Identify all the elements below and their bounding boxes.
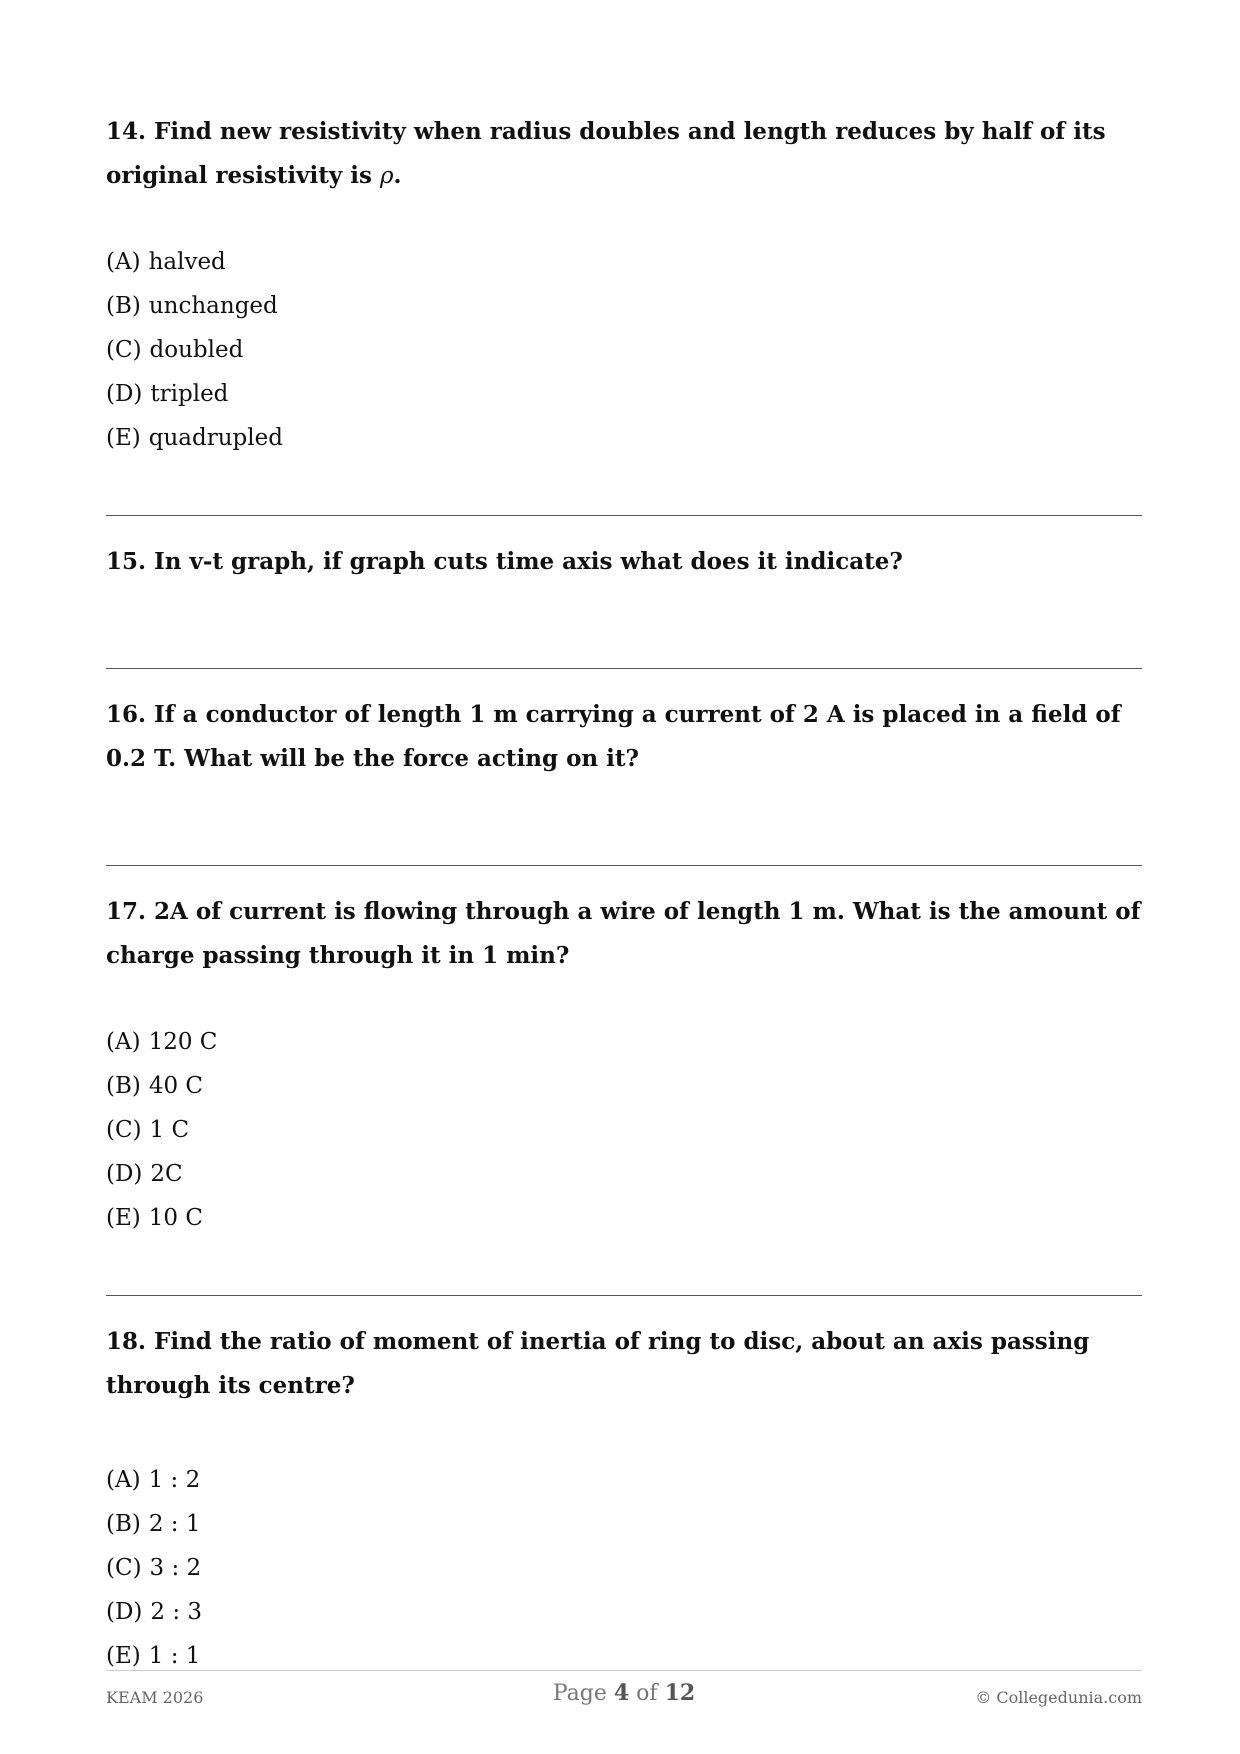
options-list xyxy=(106,1458,1142,1678)
divider xyxy=(106,865,1142,866)
option-e xyxy=(106,416,1142,460)
question-text xyxy=(106,110,1142,198)
question-number: 15. xyxy=(106,548,147,575)
option-key: (B) xyxy=(106,293,141,319)
options-list xyxy=(106,1020,1142,1240)
page-current: 4 xyxy=(613,1680,630,1706)
option-key: (D) xyxy=(106,381,143,407)
question-14 xyxy=(106,110,1142,460)
question-15 xyxy=(106,540,1142,584)
copyright: © Collegedunia.com xyxy=(975,1688,1142,1707)
exam-page xyxy=(106,0,1142,1754)
exam-name: KEAM 2026 xyxy=(106,1688,204,1707)
option-e xyxy=(106,1634,1142,1678)
question-body: If a conductor of length 1 m carrying a current of 2 A is placed in a field of 0.2 T. What will be the force acting on it? xyxy=(106,701,1121,772)
question-text xyxy=(106,693,1142,781)
option-text: 2C xyxy=(150,1161,183,1187)
option-key: (E) xyxy=(106,1643,141,1669)
option-key: (C) xyxy=(106,1117,142,1143)
option-c xyxy=(106,1108,1142,1152)
option-text: 1 : 1 xyxy=(148,1643,201,1669)
option-key: (D) xyxy=(106,1161,143,1187)
question-17 xyxy=(106,890,1142,1240)
option-key: (E) xyxy=(106,425,141,451)
option-a xyxy=(106,1458,1142,1502)
option-key: (B) xyxy=(106,1073,141,1099)
option-d xyxy=(106,372,1142,416)
option-text: 10 C xyxy=(148,1205,203,1231)
question-18 xyxy=(106,1320,1142,1678)
page-total: 12 xyxy=(664,1680,696,1706)
option-b xyxy=(106,1064,1142,1108)
option-text: unchanged xyxy=(148,293,278,319)
question-text xyxy=(106,540,1142,584)
divider xyxy=(106,515,1142,516)
option-key: (C) xyxy=(106,1555,142,1581)
page-prefix: Page xyxy=(552,1681,607,1706)
option-c xyxy=(106,1546,1142,1590)
option-key: (C) xyxy=(106,337,142,363)
question-body: Find new resistivity when radius doubles and length reduces by half of its original resistivity is xyxy=(106,118,1106,189)
option-c xyxy=(106,328,1142,372)
option-key: (E) xyxy=(106,1205,141,1231)
rho-symbol: ρ xyxy=(379,163,394,189)
option-d xyxy=(106,1590,1142,1634)
footer-divider xyxy=(106,1670,1142,1671)
option-text: 1 : 2 xyxy=(148,1467,201,1493)
page-footer xyxy=(106,1680,1142,1716)
question-number: 18. xyxy=(106,1328,147,1355)
option-key: (A) xyxy=(106,249,141,275)
option-d xyxy=(106,1152,1142,1196)
divider xyxy=(106,1295,1142,1296)
option-text: 1 C xyxy=(149,1117,190,1143)
option-b xyxy=(106,1502,1142,1546)
options-list xyxy=(106,240,1142,460)
option-key: (A) xyxy=(106,1467,141,1493)
option-key: (B) xyxy=(106,1511,141,1537)
question-body: Find the ratio of moment of inertia of ring to disc, about an axis passing through its centre? xyxy=(106,1328,1090,1399)
question-body: In v-t graph, if graph cuts time axis what does it indicate? xyxy=(154,548,903,575)
option-a xyxy=(106,240,1142,284)
option-key: (D) xyxy=(106,1599,143,1625)
option-text: 3 : 2 xyxy=(149,1555,202,1581)
option-text: 2 : 1 xyxy=(148,1511,201,1537)
option-text: tripled xyxy=(150,381,229,407)
option-a xyxy=(106,1020,1142,1064)
option-key: (A) xyxy=(106,1029,141,1055)
option-text: 2 : 3 xyxy=(150,1599,203,1625)
option-e xyxy=(106,1196,1142,1240)
question-text xyxy=(106,890,1142,978)
option-text: halved xyxy=(148,249,226,275)
divider xyxy=(106,668,1142,669)
page-of: of xyxy=(636,1681,658,1706)
question-tail: . xyxy=(393,162,402,189)
question-text xyxy=(106,1320,1142,1408)
question-number: 16. xyxy=(106,701,147,728)
question-16 xyxy=(106,693,1142,781)
question-number: 14. xyxy=(106,118,147,145)
option-text: quadrupled xyxy=(148,425,283,451)
option-text: 40 C xyxy=(148,1073,204,1099)
option-b xyxy=(106,284,1142,328)
option-text: doubled xyxy=(149,337,244,363)
option-text: 120 C xyxy=(148,1029,218,1055)
question-number: 17. xyxy=(106,898,147,925)
question-body: 2A of current is flowing through a wire of length 1 m. What is the amount of charge passing through it in 1 min? xyxy=(106,898,1141,969)
